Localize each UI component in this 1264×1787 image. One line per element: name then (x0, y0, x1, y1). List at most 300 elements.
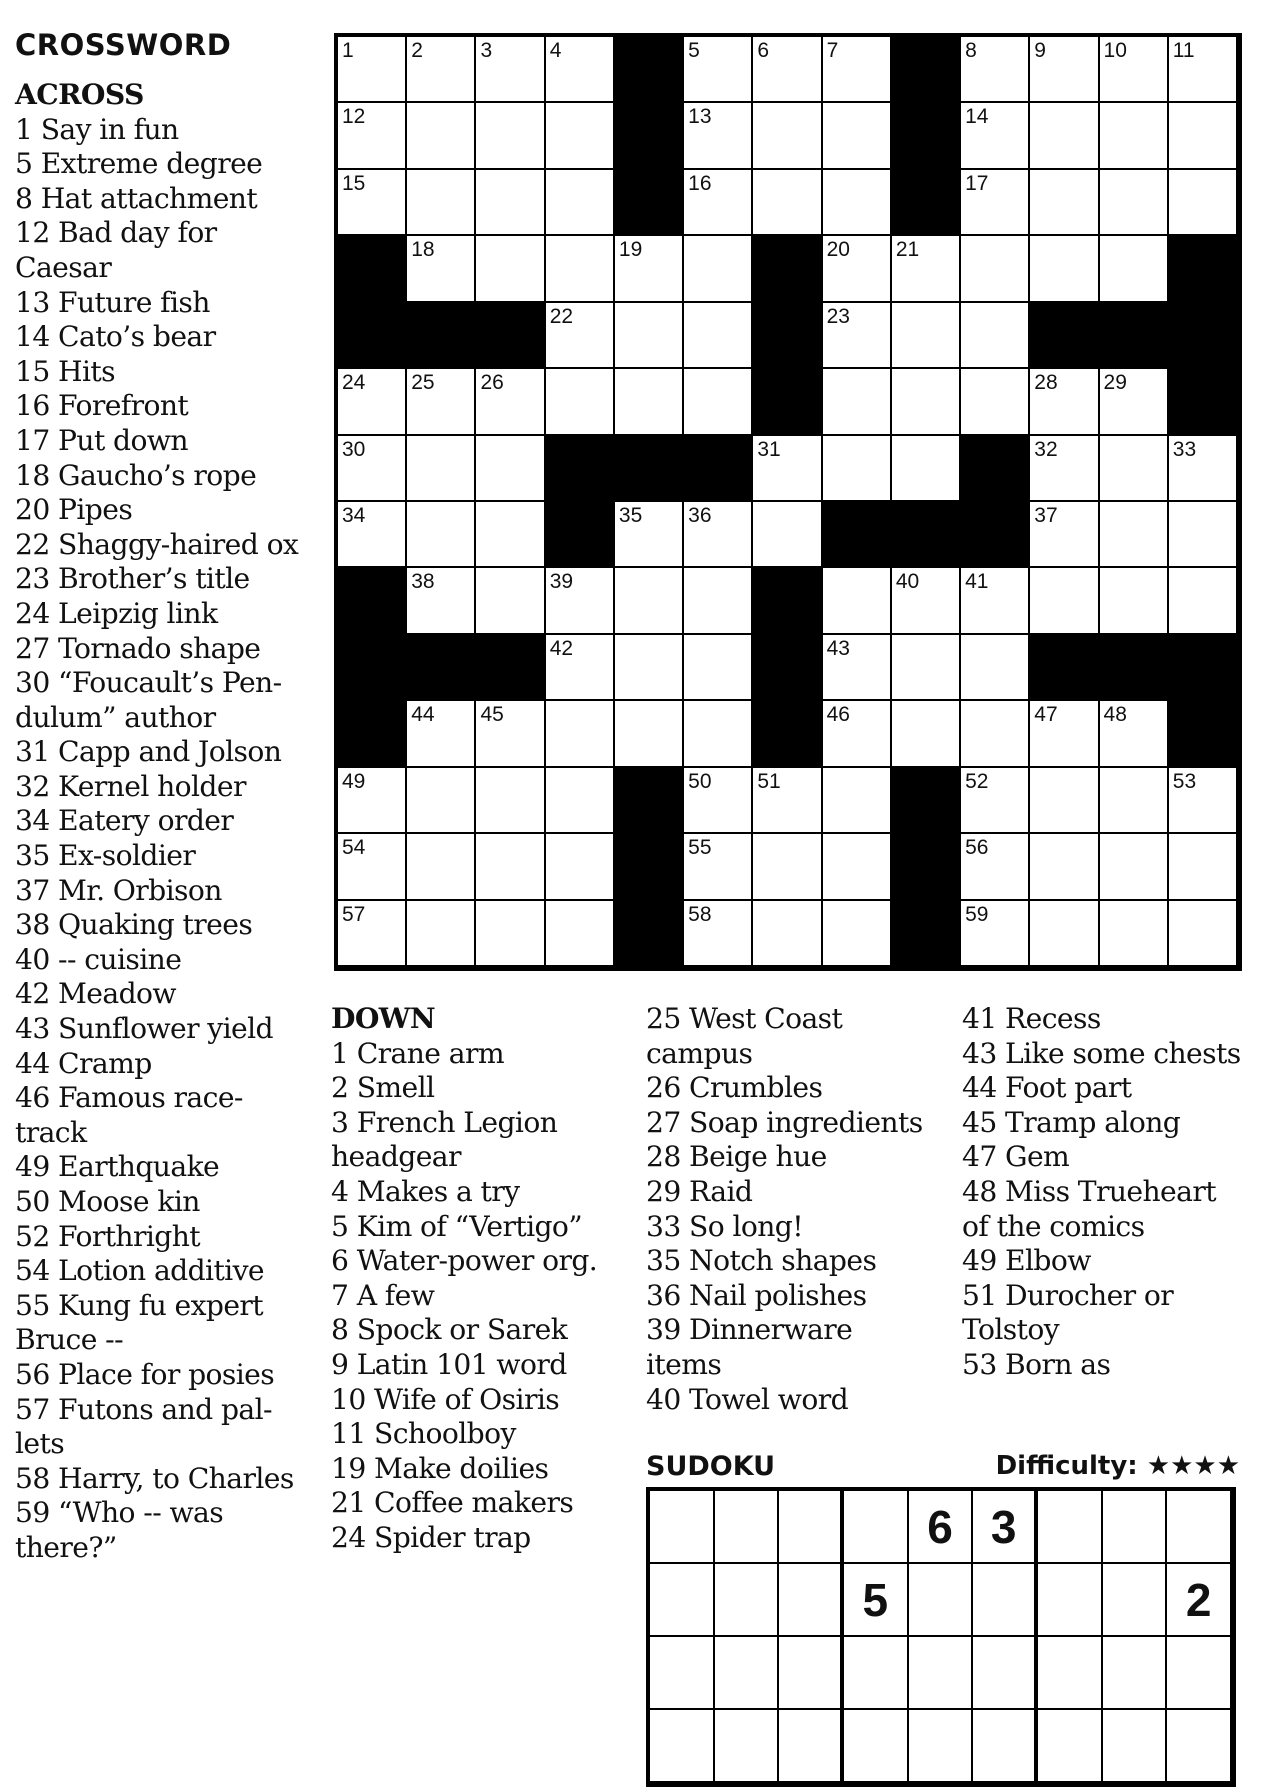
grid-cell[interactable] (961, 701, 1030, 767)
grid-cell[interactable] (407, 568, 476, 634)
grid-cell[interactable] (1169, 170, 1238, 236)
clue-line: 20 Pipes (15, 493, 133, 527)
cell-number: 29 (1103, 371, 1127, 395)
cell-number: 45 (480, 703, 504, 727)
black-square (961, 436, 1030, 502)
black-square (1100, 635, 1169, 701)
grid-cell[interactable] (546, 236, 615, 302)
cell-number: 53 (1172, 769, 1197, 793)
black-square (338, 236, 407, 302)
difficulty-label: Difficulty: (995, 1451, 1138, 1481)
black-square (892, 901, 961, 967)
grid-cell[interactable] (753, 170, 822, 236)
cell-number: 3 (480, 39, 493, 62)
clue-line: 55 Kung fu expert (15, 1288, 264, 1322)
grid-cell[interactable] (823, 768, 892, 834)
sudoku-title: SUDOKU (646, 1451, 776, 1482)
grid-cell[interactable] (338, 901, 407, 967)
grid-cell[interactable] (476, 236, 545, 302)
grid-cell[interactable] (407, 901, 476, 967)
sudoku-cell[interactable] (1103, 1710, 1168, 1783)
sudoku-cell[interactable] (973, 1637, 1038, 1710)
sudoku-cell[interactable] (1038, 1637, 1103, 1710)
grid-cell[interactable] (1169, 768, 1238, 834)
grid-cell[interactable] (1030, 701, 1099, 767)
grid-cell[interactable] (1100, 768, 1169, 834)
grid-cell[interactable] (338, 436, 407, 502)
grid-cell[interactable] (1030, 103, 1099, 169)
sudoku-cell[interactable] (650, 1491, 715, 1564)
grid-cell[interactable] (615, 369, 684, 435)
clue-line: 21 Coffee makers (331, 1486, 574, 1520)
grid-cell[interactable] (476, 834, 545, 900)
grid-cell[interactable] (476, 568, 545, 634)
grid-cell[interactable] (1100, 901, 1169, 967)
cell-number: 38 (411, 570, 435, 594)
grid-cell[interactable] (476, 502, 545, 568)
grid-cell[interactable] (684, 568, 753, 634)
black-square (1169, 303, 1238, 369)
clue-line: 15 Hits (15, 354, 116, 388)
clue-line: 23 Brother’s title (15, 562, 250, 596)
cell-number: 49 (342, 769, 366, 793)
grid-cell[interactable] (823, 436, 892, 502)
grid-cell[interactable] (684, 635, 753, 701)
grid-cell[interactable] (615, 502, 684, 568)
grid-cell[interactable] (961, 568, 1030, 634)
cell-number: 39 (549, 570, 574, 594)
clue-line: 28 Beige hue (646, 1140, 827, 1174)
sudoku-cell[interactable] (844, 1710, 909, 1783)
clue-line: 27 Soap ingredients (646, 1105, 923, 1139)
down-clues-column-3 (962, 1002, 1262, 1383)
grid-cell[interactable] (407, 369, 476, 435)
sudoku-cell[interactable]: 5 (844, 1564, 909, 1637)
clue-line: 41 Recess (962, 1002, 1101, 1035)
grid-cell[interactable] (407, 768, 476, 834)
grid-cell[interactable] (1030, 502, 1099, 568)
clue-line: 35 Notch shapes (646, 1244, 877, 1278)
grid-cell[interactable] (1169, 834, 1238, 900)
grid-cell[interactable] (961, 37, 1030, 103)
clue-line: 8 Spock or Sarek (331, 1313, 568, 1347)
sudoku-cell[interactable]: 2 (1167, 1564, 1232, 1637)
sudoku-cell[interactable] (1038, 1564, 1103, 1637)
clue-line: 24 Leipzig link (15, 596, 218, 630)
sudoku-cell[interactable] (1167, 1491, 1232, 1564)
clue-line: of the comics (962, 1209, 1145, 1243)
down-heading: DOWN (331, 1002, 436, 1035)
down-clues-column-2 (646, 1002, 956, 1417)
clue-line: 59 “Who -- was (15, 1496, 224, 1530)
grid-cell[interactable] (1169, 436, 1238, 502)
grid-cell[interactable] (961, 103, 1030, 169)
cell-number: 58 (688, 902, 712, 926)
grid-cell[interactable] (684, 502, 753, 568)
clue-line: 35 Ex-soldier (15, 839, 196, 873)
cell-number: 32 (1034, 437, 1058, 461)
grid-cell[interactable] (1100, 236, 1169, 302)
clue-line: 10 Wife of Osiris (331, 1382, 560, 1416)
grid-cell[interactable] (476, 170, 545, 236)
grid-cell[interactable] (1030, 236, 1099, 302)
grid-cell[interactable] (1030, 834, 1099, 900)
grid-cell[interactable] (1100, 502, 1169, 568)
crossword-grid (334, 33, 1242, 971)
clue-line: 24 Spider trap (331, 1520, 531, 1554)
grid-cell[interactable] (1100, 436, 1169, 502)
clue-line: 53 Born as (962, 1347, 1111, 1381)
grid-cell[interactable] (684, 170, 753, 236)
sudoku-cell[interactable] (650, 1710, 715, 1783)
clue-line: 43 Sunflower yield (15, 1012, 273, 1046)
sudoku-cell[interactable] (909, 1710, 974, 1783)
grid-cell[interactable] (546, 701, 615, 767)
cell-number: 30 (342, 437, 366, 461)
grid-cell[interactable] (476, 701, 545, 767)
sudoku-cell[interactable] (715, 1564, 780, 1637)
sudoku-cell[interactable] (715, 1710, 780, 1783)
cell-number: 34 (342, 504, 366, 527)
grid-cell[interactable] (476, 103, 545, 169)
grid-cell[interactable] (892, 303, 961, 369)
clue-line: 14 Cato’s bear (15, 320, 216, 354)
black-square (546, 436, 615, 502)
clue-line: track (15, 1115, 87, 1149)
cell-number: 11 (1172, 39, 1195, 62)
grid-cell[interactable] (1100, 369, 1169, 435)
cell-number: 48 (1103, 703, 1127, 727)
clue-line: 40 -- cuisine (15, 942, 182, 976)
sudoku-cell[interactable] (973, 1710, 1038, 1783)
sudoku-cell[interactable] (973, 1564, 1038, 1637)
sudoku-cell[interactable] (1167, 1710, 1232, 1783)
sudoku-cell[interactable] (844, 1637, 909, 1710)
grid-cell[interactable] (615, 701, 684, 767)
clue-line: 48 Miss Trueheart (962, 1174, 1216, 1208)
sudoku-cell[interactable] (1103, 1637, 1168, 1710)
sudoku-cell[interactable] (844, 1491, 909, 1564)
grid-cell[interactable] (476, 37, 545, 103)
grid-cell[interactable] (823, 369, 892, 435)
grid-cell[interactable] (338, 369, 407, 435)
clue-line: 11 Schoolboy (331, 1417, 516, 1451)
clue-line: 54 Lotion additive (15, 1254, 264, 1288)
grid-cell[interactable] (1100, 834, 1169, 900)
grid-cell[interactable] (1030, 170, 1099, 236)
cell-number: 52 (965, 769, 989, 793)
grid-cell[interactable] (961, 768, 1030, 834)
grid-cell[interactable] (961, 236, 1030, 302)
cell-number: 25 (411, 371, 435, 395)
grid-cell[interactable] (823, 635, 892, 701)
cell-number: 37 (1034, 504, 1058, 527)
grid-cell[interactable] (892, 236, 961, 302)
clue-line: dulum” author (15, 700, 216, 734)
grid-cell[interactable] (892, 436, 961, 502)
grid-cell[interactable] (1030, 901, 1099, 967)
grid-cell[interactable] (823, 303, 892, 369)
grid-cell[interactable] (961, 834, 1030, 900)
grid-cell[interactable] (823, 236, 892, 302)
black-square (615, 170, 684, 236)
grid-cell[interactable] (1030, 369, 1099, 435)
black-square (1169, 236, 1238, 302)
sudoku-cell[interactable] (909, 1564, 974, 1637)
grid-cell[interactable] (407, 37, 476, 103)
sudoku-cell[interactable] (779, 1637, 844, 1710)
black-square (753, 635, 822, 701)
grid-cell[interactable] (407, 502, 476, 568)
sudoku-cell[interactable] (1103, 1491, 1168, 1564)
grid-cell[interactable] (615, 236, 684, 302)
grid-cell[interactable] (476, 901, 545, 967)
grid-cell[interactable] (753, 901, 822, 967)
cell-number: 6 (757, 39, 770, 62)
clue-line: 40 Towel word (646, 1382, 849, 1416)
grid-cell[interactable] (961, 901, 1030, 967)
black-square (823, 502, 892, 568)
grid-cell[interactable] (546, 37, 615, 103)
cell-number: 41 (965, 570, 989, 594)
clue-line: 56 Place for posies (15, 1357, 275, 1391)
grid-cell[interactable] (684, 103, 753, 169)
sudoku-cell[interactable] (779, 1564, 844, 1637)
clue-line: 22 Shaggy-haired ox (15, 527, 299, 561)
grid-cell[interactable] (823, 901, 892, 967)
grid-cell[interactable] (546, 369, 615, 435)
clue-line: items (646, 1347, 722, 1381)
cell-number: 46 (826, 703, 850, 727)
cell-number: 42 (549, 636, 574, 660)
grid-cell[interactable] (615, 303, 684, 369)
grid-cell[interactable] (892, 635, 961, 701)
black-square (892, 834, 961, 900)
grid-cell[interactable] (476, 436, 545, 502)
grid-cell[interactable] (1169, 568, 1238, 634)
grid-cell[interactable] (823, 568, 892, 634)
cell-number: 31 (757, 437, 781, 461)
cell-number: 43 (826, 636, 850, 660)
cell-number: 28 (1034, 371, 1058, 395)
clue-line: 5 Kim of “Vertigo” (331, 1209, 583, 1243)
grid-cell[interactable] (961, 635, 1030, 701)
cell-number: 5 (688, 39, 700, 62)
sudoku-cell[interactable]: 3 (973, 1491, 1038, 1564)
grid-cell[interactable] (615, 568, 684, 634)
grid-cell[interactable] (407, 834, 476, 900)
grid-cell[interactable] (338, 37, 407, 103)
clue-line: 46 Famous race- (15, 1081, 243, 1115)
cell-number: 9 (1034, 39, 1046, 62)
black-square (615, 901, 684, 967)
clue-line: Caesar (15, 250, 112, 284)
black-square (684, 436, 753, 502)
grid-cell[interactable] (546, 768, 615, 834)
clue-line: lets (15, 1427, 65, 1461)
grid-cell[interactable] (684, 369, 753, 435)
grid-cell[interactable] (892, 568, 961, 634)
sudoku-cell[interactable] (1038, 1710, 1103, 1783)
grid-cell[interactable] (1169, 502, 1238, 568)
clue-line: 29 Raid (646, 1174, 753, 1208)
black-square (338, 303, 407, 369)
sudoku-cell[interactable] (715, 1491, 780, 1564)
grid-cell[interactable] (892, 369, 961, 435)
cell-number: 7 (826, 39, 839, 62)
black-square (892, 768, 961, 834)
grid-cell[interactable] (823, 103, 892, 169)
grid-cell[interactable] (407, 236, 476, 302)
clue-line: 18 Gaucho’s rope (15, 458, 257, 492)
sudoku-cell[interactable] (779, 1710, 844, 1783)
cell-number: 12 (342, 105, 366, 129)
grid-cell[interactable] (823, 701, 892, 767)
clue-line: 19 Make doilies (331, 1451, 549, 1485)
grid-cell[interactable] (823, 37, 892, 103)
grid-cell[interactable] (1030, 37, 1099, 103)
sudoku-cell[interactable] (779, 1491, 844, 1564)
grid-cell[interactable] (823, 834, 892, 900)
clue-line: 6 Water-power org. (331, 1244, 598, 1278)
grid-cell[interactable] (546, 568, 615, 634)
grid-cell[interactable] (1100, 701, 1169, 767)
black-square (338, 701, 407, 767)
grid-cell[interactable] (546, 635, 615, 701)
grid-cell[interactable] (961, 170, 1030, 236)
grid-cell[interactable] (684, 303, 753, 369)
grid-cell[interactable] (407, 701, 476, 767)
black-square (615, 37, 684, 103)
grid-cell[interactable] (684, 901, 753, 967)
grid-cell[interactable] (338, 502, 407, 568)
cell-number: 14 (965, 105, 989, 129)
grid-cell[interactable] (753, 834, 822, 900)
black-square (892, 170, 961, 236)
cell-number: 50 (688, 769, 712, 793)
grid-cell[interactable] (338, 768, 407, 834)
clue-line: 43 Like some chests (962, 1036, 1241, 1070)
sudoku-cell[interactable] (909, 1637, 974, 1710)
grid-cell[interactable] (753, 37, 822, 103)
clue-line: headgear (331, 1140, 461, 1174)
grid-cell[interactable] (753, 103, 822, 169)
sudoku-cell[interactable] (1103, 1564, 1168, 1637)
grid-cell[interactable] (407, 103, 476, 169)
cell-number: 24 (342, 371, 366, 395)
grid-cell[interactable] (615, 635, 684, 701)
clue-line: 1 Crane arm (331, 1036, 504, 1070)
across-heading: ACROSS (15, 78, 144, 111)
clue-line: Bruce -- (15, 1323, 124, 1357)
grid-cell[interactable] (338, 170, 407, 236)
sudoku-cell[interactable] (650, 1564, 715, 1637)
clue-line: 45 Tramp along (962, 1105, 1181, 1139)
grid-cell[interactable] (546, 303, 615, 369)
grid-cell[interactable] (407, 436, 476, 502)
grid-cell[interactable] (753, 502, 822, 568)
grid-cell[interactable] (753, 768, 822, 834)
clue-line: 57 Futons and pal- (15, 1392, 272, 1426)
cell-number: 59 (965, 902, 989, 926)
grid-cell[interactable] (1100, 37, 1169, 103)
clue-line: 31 Capp and Jolson (15, 735, 282, 769)
clue-line: 7 A few (331, 1278, 435, 1312)
grid-cell[interactable] (546, 901, 615, 967)
grid-cell[interactable] (1100, 170, 1169, 236)
grid-cell[interactable] (961, 369, 1030, 435)
grid-cell[interactable] (476, 369, 545, 435)
grid-cell[interactable] (546, 170, 615, 236)
grid-cell[interactable] (1169, 103, 1238, 169)
black-square (753, 369, 822, 435)
sudoku-cell[interactable] (650, 1637, 715, 1710)
grid-cell[interactable] (338, 834, 407, 900)
black-square (338, 635, 407, 701)
clue-line: 34 Eatery order (15, 804, 234, 838)
grid-cell[interactable] (684, 236, 753, 302)
grid-cell[interactable] (546, 103, 615, 169)
grid-cell[interactable] (1100, 568, 1169, 634)
cell-number: 8 (965, 39, 977, 62)
grid-cell[interactable] (476, 768, 545, 834)
grid-cell[interactable] (684, 37, 753, 103)
cell-number: 33 (1172, 437, 1197, 461)
clue-line: 44 Foot part (962, 1071, 1132, 1105)
grid-cell[interactable] (338, 103, 407, 169)
grid-cell[interactable] (1030, 436, 1099, 502)
clue-line: 47 Gem (962, 1140, 1070, 1174)
clue-line: 44 Cramp (15, 1046, 152, 1080)
clue-line: 49 Elbow (962, 1244, 1091, 1278)
sudoku-cell[interactable] (1167, 1637, 1232, 1710)
cell-number: 22 (549, 304, 574, 328)
cell-number: 20 (826, 238, 850, 262)
black-square (407, 303, 476, 369)
grid-cell[interactable] (1100, 103, 1169, 169)
sudoku-cell[interactable] (1038, 1491, 1103, 1564)
grid-cell[interactable] (407, 170, 476, 236)
grid-cell[interactable] (823, 170, 892, 236)
difficulty-stars: ★★★★ (1146, 1451, 1240, 1481)
grid-cell[interactable] (684, 834, 753, 900)
cell-number: 57 (342, 902, 366, 926)
down-clues-column-1 (331, 1002, 641, 1556)
sudoku-cell[interactable]: 6 (909, 1491, 974, 1564)
clue-line: 17 Put down (15, 423, 188, 457)
clue-line: 58 Harry, to Charles (15, 1461, 294, 1495)
grid-cell[interactable] (684, 768, 753, 834)
grid-cell[interactable] (961, 303, 1030, 369)
grid-cell[interactable] (1030, 768, 1099, 834)
grid-cell[interactable] (546, 834, 615, 900)
black-square (407, 635, 476, 701)
clue-line: 3 French Legion (331, 1105, 558, 1139)
grid-cell[interactable] (892, 701, 961, 767)
cell-number: 23 (826, 304, 850, 328)
grid-cell[interactable] (1030, 568, 1099, 634)
sudoku-cell[interactable] (715, 1637, 780, 1710)
grid-cell[interactable] (753, 436, 822, 502)
clue-line: 42 Meadow (15, 977, 176, 1011)
black-square (476, 635, 545, 701)
grid-cell[interactable] (1169, 37, 1238, 103)
clue-line: 13 Future fish (15, 285, 210, 319)
clue-line: 33 So long! (646, 1209, 803, 1243)
black-square (753, 236, 822, 302)
grid-cell[interactable] (1169, 901, 1238, 967)
grid-cell[interactable] (684, 701, 753, 767)
